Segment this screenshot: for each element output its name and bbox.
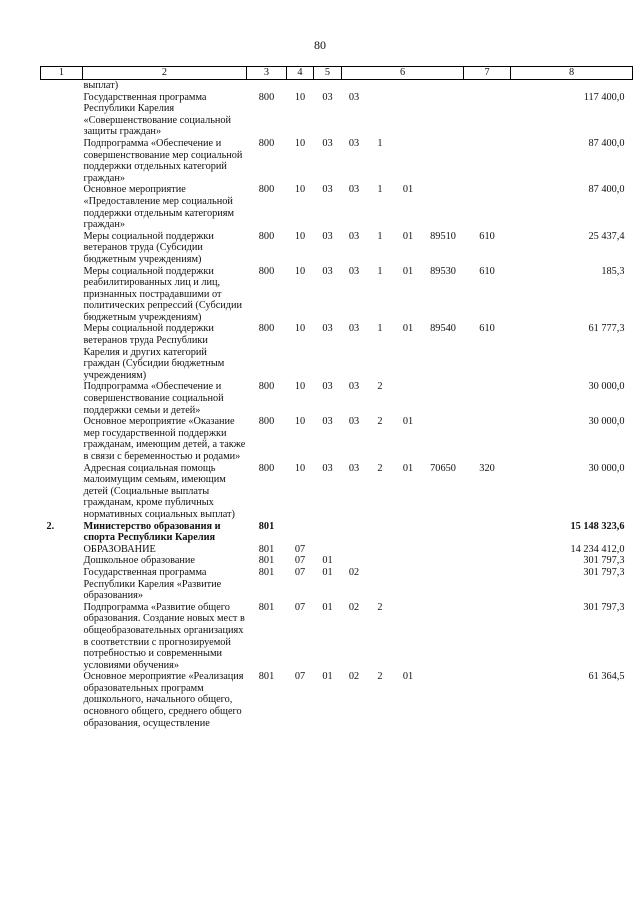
row-name: Государственная программа Республики Карелия «Развитие образования» (83, 566, 222, 602)
row-expense-type: 610 (479, 230, 495, 242)
row-section: 07 (294, 555, 306, 567)
row-expense-type (464, 80, 511, 92)
row-number (41, 555, 83, 567)
row-section: 10 (294, 265, 306, 277)
row-target-subprogram (367, 80, 394, 92)
row-target-event (394, 555, 423, 567)
row-target-direction (423, 92, 464, 138)
row-target-program: 02 (348, 566, 360, 578)
row-expense-type (464, 381, 511, 416)
row-number: 2. (46, 520, 55, 532)
table-row (41, 521, 633, 544)
row-target-direction: 89530 (430, 265, 456, 277)
table-row (41, 567, 633, 602)
row-target-subprogram (367, 92, 394, 138)
row-name: Основное мероприятие «Оказание мер государственной поддержки гражданам, имеющим детей, а также в связи с беременностью и родами» (83, 416, 246, 462)
table-row (41, 184, 633, 230)
row-sum: 185,3 (601, 265, 625, 277)
row-name: Основное мероприятие «Реализация образовательных программ дошкольного, начального общего, основного общего, среднего общего образования, осуществление (83, 671, 244, 729)
row-sum: 30 000,0 (588, 381, 625, 393)
row-number (41, 416, 83, 462)
row-target-program (342, 544, 367, 556)
row-target-program: 03 (348, 91, 360, 103)
row-section: 10 (294, 381, 306, 393)
row-target-subprogram (367, 567, 394, 602)
row-subsection: 01 (322, 601, 333, 613)
row-number (41, 231, 83, 266)
row-expense-type (464, 671, 511, 729)
row-name: Меры социальной поддержки ветеранов труда Республики Карелия и других категорий граждан (Субсидии бюджетным учреждениям) (83, 323, 225, 381)
header-col-8: 8 (511, 67, 633, 80)
row-target-program: 03 (348, 137, 360, 149)
row-code: 800 (258, 230, 275, 242)
row-subsection: 03 (322, 137, 333, 149)
row-number (41, 602, 83, 672)
row-expense-type: 320 (479, 462, 495, 474)
row-expense-type (464, 416, 511, 462)
budget-table (40, 66, 633, 729)
row-target-program: 03 (348, 265, 360, 277)
row-target-direction (423, 381, 464, 416)
row-target-program: 03 (348, 184, 360, 196)
row-number (41, 463, 83, 521)
row-sum: 301 797,3 (583, 555, 625, 567)
row-subsection: 03 (322, 323, 333, 335)
header-col-1: 1 (41, 67, 83, 80)
row-sum: 30 000,0 (588, 462, 625, 474)
table-row (41, 323, 633, 381)
row-section: 10 (294, 416, 306, 428)
row-number (41, 381, 83, 416)
row-subsection: 03 (322, 462, 333, 474)
row-subsection: 03 (322, 230, 333, 242)
row-number (41, 671, 83, 729)
row-target-program: 03 (348, 416, 360, 428)
row-number (41, 323, 83, 381)
row-expense-type (464, 544, 511, 556)
row-section (287, 80, 314, 92)
row-target-subprogram: 1 (377, 230, 383, 242)
row-section: 10 (294, 137, 306, 149)
row-target-program (342, 555, 367, 567)
row-sum: 117 400,0 (583, 91, 625, 103)
row-target-program: 03 (348, 381, 360, 393)
row-section: 07 (294, 671, 306, 683)
row-number (41, 567, 83, 602)
page-number: 80 (314, 38, 326, 52)
row-target-subprogram: 2 (377, 381, 383, 393)
row-target-direction (423, 544, 464, 556)
row-code: 801 (258, 520, 275, 532)
row-section: 07 (294, 601, 306, 613)
row-name: Дошкольное образование (83, 555, 196, 567)
row-target-program: 03 (348, 323, 360, 335)
row-section (287, 521, 314, 544)
row-target-direction (423, 138, 464, 184)
row-target-event (394, 521, 423, 544)
row-target-subprogram (367, 521, 394, 544)
row-target-subprogram: 2 (377, 462, 383, 474)
row-target-event: 01 (402, 416, 414, 428)
row-name: Подпрограмма «Обеспечение и совершенствование мер социальной поддержки отдельных категорий граждан» (83, 137, 243, 184)
row-target-subprogram: 2 (377, 416, 383, 428)
row-expense-type: 610 (479, 323, 495, 335)
row-name: Меры социальной поддержки ветеранов труда (Субсидии бюджетным учреждениям) (83, 230, 214, 265)
row-subsection (314, 80, 342, 92)
row-sum: 30 000,0 (588, 416, 625, 428)
table-row (41, 463, 633, 521)
row-target-event: 01 (402, 671, 414, 683)
row-code: 801 (258, 566, 275, 578)
row-target-direction (423, 80, 464, 92)
row-target-direction (423, 416, 464, 462)
table-row (41, 80, 633, 92)
row-target-subprogram (367, 544, 394, 556)
table-row (41, 671, 633, 729)
row-section: 07 (294, 543, 306, 555)
row-target-program (342, 521, 367, 544)
row-target-direction (423, 671, 464, 729)
row-target-program: 03 (348, 462, 360, 474)
row-section: 10 (294, 230, 306, 242)
row-target-program: 02 (348, 671, 360, 683)
row-code: 800 (258, 91, 275, 103)
row-subsection: 03 (322, 184, 333, 196)
row-expense-type (464, 521, 511, 544)
header-col-4: 4 (287, 67, 314, 80)
row-subsection: 03 (322, 91, 333, 103)
row-code: 801 (258, 601, 275, 613)
row-target-event (394, 567, 423, 602)
row-code: 801 (258, 671, 275, 683)
row-code: 800 (258, 462, 275, 474)
row-target-direction (423, 555, 464, 567)
row-subsection (314, 521, 342, 544)
row-section: 10 (294, 462, 306, 474)
header-col-5: 5 (314, 67, 342, 80)
row-target-subprogram: 1 (377, 323, 383, 335)
table-header (41, 67, 633, 80)
row-number (41, 80, 83, 92)
row-target-event: 01 (402, 323, 414, 335)
row-subsection (314, 544, 342, 556)
row-target-direction (423, 184, 464, 230)
row-subsection: 03 (322, 265, 333, 277)
table-row (41, 266, 633, 324)
row-name: ОБРАЗОВАНИЕ (83, 543, 156, 555)
table-row (41, 416, 633, 462)
row-expense-type (464, 555, 511, 567)
row-target-direction (423, 602, 464, 672)
table-row (41, 602, 633, 672)
row-code: 801 (258, 543, 275, 555)
table-row (41, 231, 633, 266)
row-target-direction: 89540 (430, 323, 456, 335)
row-sum: 87 400,0 (588, 137, 625, 149)
table-body (41, 80, 633, 730)
row-subsection: 03 (322, 381, 333, 393)
row-target-event (394, 381, 423, 416)
row-sum: 15 148 323,6 (570, 520, 625, 532)
row-code: 800 (258, 265, 275, 277)
row-section: 10 (294, 184, 306, 196)
row-sum: 301 797,3 (583, 566, 625, 578)
row-target-direction: 89510 (430, 230, 456, 242)
row-target-subprogram: 1 (377, 265, 383, 277)
row-subsection: 01 (322, 555, 333, 567)
row-target-event (394, 80, 423, 92)
row-name: Министерство образования и спорта Республики Карелия (83, 520, 221, 544)
row-expense-type (464, 92, 511, 138)
row-expense-type: 610 (479, 265, 495, 277)
row-target-direction (423, 521, 464, 544)
row-sum: 87 400,0 (588, 184, 625, 196)
row-name: выплат) (83, 80, 119, 91)
row-subsection: 03 (322, 416, 333, 428)
header-col-7: 7 (464, 67, 511, 80)
row-target-event (394, 544, 423, 556)
row-code: 800 (258, 184, 275, 196)
row-target-event (394, 92, 423, 138)
row-code: 800 (258, 323, 275, 335)
row-target-subprogram (367, 555, 394, 567)
row-target-event: 01 (402, 265, 414, 277)
row-sum: 14 234 412,0 (570, 543, 625, 555)
row-code: 800 (258, 381, 275, 393)
row-target-program (342, 80, 367, 92)
row-name: Меры социальной поддержки реабилитированных лиц и лиц, признанных пострадавшими от политических репрессий (Субсидии бюджетным учреждениям) (83, 265, 243, 323)
row-name: Государственная программа Республики Карелия «Совершенствование социальной защиты граждан» (83, 91, 232, 138)
row-name: Адресная социальная помощь малоимущим семьям, имеющим детей (Социальные выплаты гражданам, кроме публичных нормативных социальных выплат) (83, 462, 235, 520)
row-name: Основное мероприятие «Предоставление мер социальной поддержки отдельным категориям граждан» (83, 184, 235, 231)
row-code: 800 (258, 137, 275, 149)
row-target-program: 02 (348, 601, 360, 613)
row-target-subprogram: 2 (377, 601, 383, 613)
row-sum: 61 777,3 (588, 323, 625, 335)
row-target-event (394, 602, 423, 672)
row-target-subprogram: 1 (377, 184, 383, 196)
row-number (41, 544, 83, 556)
table-row (41, 92, 633, 138)
header-col-6: 6 (342, 67, 464, 80)
row-number (41, 184, 83, 230)
row-target-event: 01 (402, 230, 414, 242)
row-number (41, 92, 83, 138)
table-row (41, 138, 633, 184)
row-target-subprogram: 2 (377, 671, 383, 683)
row-expense-type (464, 184, 511, 230)
row-sum: 61 364,5 (588, 671, 625, 683)
row-subsection: 01 (322, 566, 333, 578)
row-target-event: 01 (402, 184, 414, 196)
row-section: 10 (294, 323, 306, 335)
row-sum: 301 797,3 (583, 601, 625, 613)
row-expense-type (464, 138, 511, 184)
table-row (41, 555, 633, 567)
row-target-event (394, 138, 423, 184)
row-name: Подпрограмма «Развитие общего образования. Создание новых мест в общеобразовательных организациях в соответствии с прогнозируемой потребностью и современными условиями обучения» (83, 601, 245, 671)
row-code (247, 80, 287, 92)
row-sum: 25 437,4 (588, 230, 625, 242)
row-sum (511, 80, 633, 92)
row-expense-type (464, 602, 511, 672)
row-target-subprogram: 1 (377, 137, 383, 149)
row-section: 07 (294, 566, 306, 578)
row-name: Подпрограмма «Обеспечение и совершенствование социальной поддержки семьи и детей» (83, 381, 224, 416)
row-section: 10 (294, 91, 306, 103)
row-number (41, 266, 83, 324)
table-row (41, 544, 633, 556)
row-target-program: 03 (348, 230, 360, 242)
header-col-3: 3 (247, 67, 287, 80)
row-code: 801 (258, 555, 275, 567)
table-row (41, 381, 633, 416)
row-target-direction: 70650 (430, 462, 456, 474)
row-number (41, 138, 83, 184)
row-subsection: 01 (322, 671, 333, 683)
row-target-direction (423, 567, 464, 602)
row-target-event: 01 (402, 462, 414, 474)
row-code: 800 (258, 416, 275, 428)
row-expense-type (464, 567, 511, 602)
header-col-2: 2 (83, 67, 247, 80)
